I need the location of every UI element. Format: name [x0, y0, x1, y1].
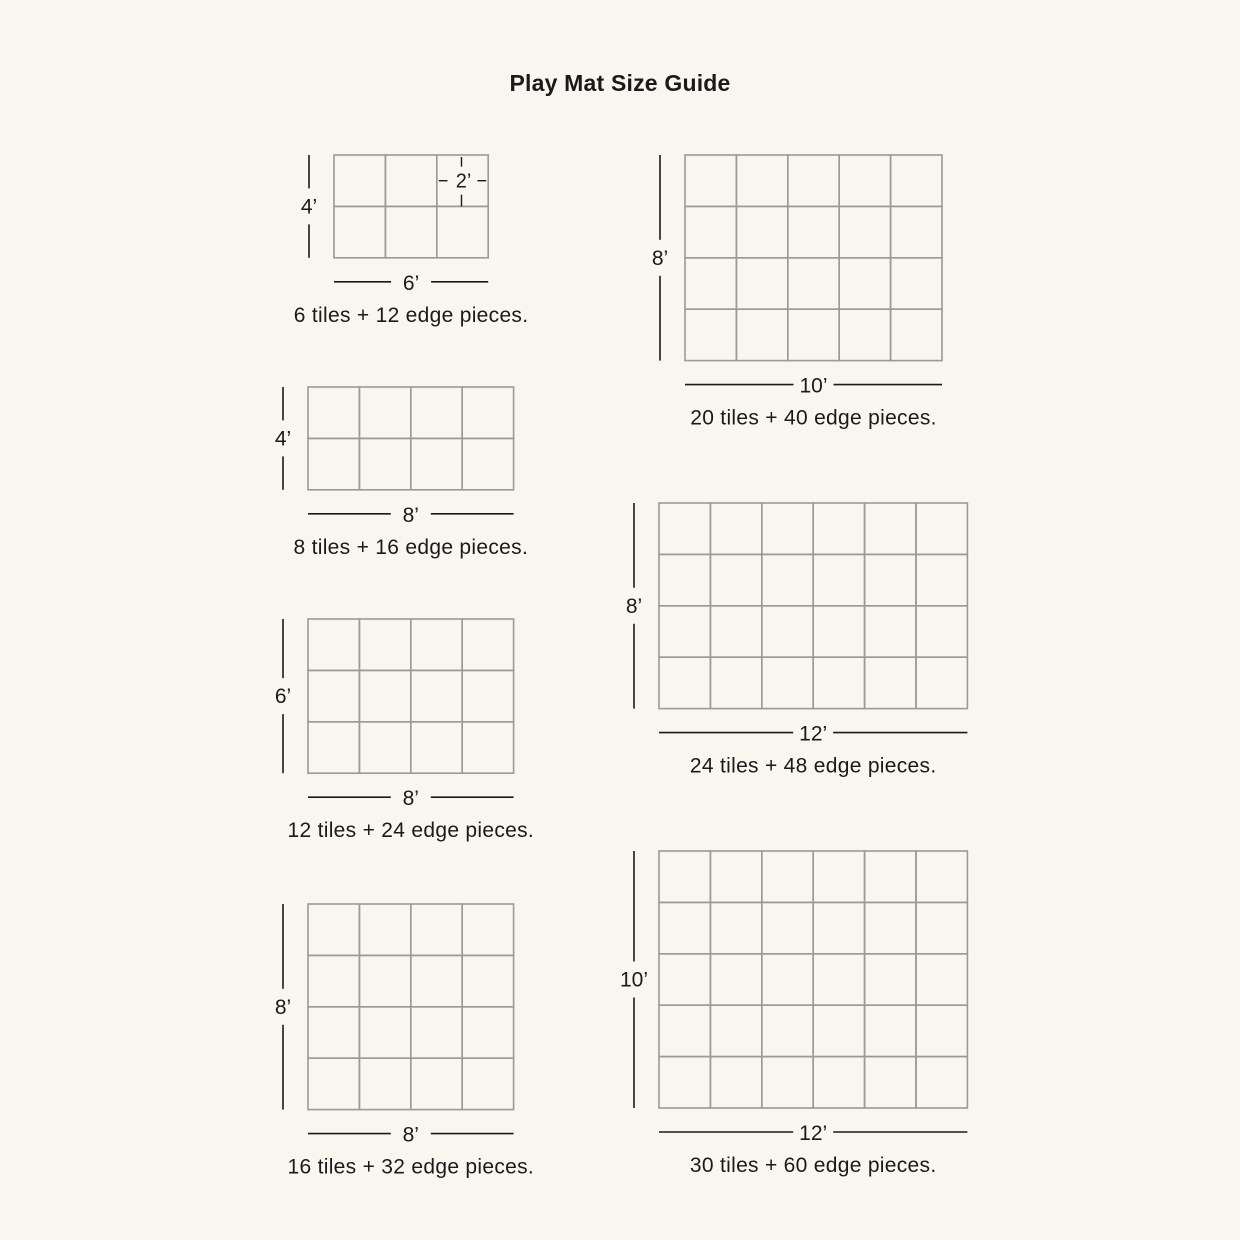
- tile: [865, 902, 916, 953]
- tile: [710, 554, 761, 605]
- tile: [762, 554, 813, 605]
- tile: [813, 902, 864, 953]
- tile: [308, 722, 359, 773]
- tile: [411, 1007, 462, 1058]
- tile: [891, 258, 942, 309]
- tile: [411, 670, 462, 721]
- tile: [762, 1057, 813, 1108]
- tile: [736, 155, 787, 206]
- tile: [359, 1007, 410, 1058]
- tile: [411, 955, 462, 1006]
- tile: [308, 387, 359, 438]
- tile: [916, 657, 967, 708]
- tile: [916, 554, 967, 605]
- tile: [891, 155, 942, 206]
- tile: [813, 1005, 864, 1056]
- mat-4x4: [275, 904, 534, 1179]
- tile: [411, 722, 462, 773]
- tile: [685, 258, 736, 309]
- width-label: 8’: [402, 503, 419, 527]
- tile: [865, 1057, 916, 1108]
- tile: [762, 657, 813, 708]
- tile: [788, 155, 839, 206]
- tile: [710, 1005, 761, 1056]
- tile: [865, 554, 916, 605]
- tile: [308, 438, 359, 489]
- tile: [359, 722, 410, 773]
- width-label: 12’: [799, 1122, 828, 1145]
- tile: [762, 851, 813, 902]
- tile: [385, 155, 436, 206]
- width-label: 10’: [799, 374, 828, 398]
- mat-4x2: [275, 387, 528, 559]
- mat-4x3: [275, 619, 534, 842]
- mat-caption: 20 tiles + 40 edge pieces.: [690, 406, 937, 430]
- tile: [710, 503, 761, 554]
- tile: [813, 1057, 864, 1108]
- tile: [710, 851, 761, 902]
- height-label: 10’: [619, 968, 649, 992]
- tile: [916, 851, 967, 902]
- tile: [308, 955, 359, 1006]
- tile: [762, 503, 813, 554]
- tile-size-label: 2’: [455, 170, 472, 193]
- tile: [839, 258, 890, 309]
- tile: [385, 206, 436, 257]
- tile: [334, 155, 385, 206]
- tile: [359, 387, 410, 438]
- mat-caption: 6 tiles + 12 edge pieces.: [293, 303, 529, 327]
- tile: [659, 657, 710, 708]
- tile: [813, 954, 864, 1005]
- height-label: 4’: [274, 427, 292, 451]
- tile: [462, 619, 513, 670]
- tile: [736, 206, 787, 257]
- tile: [916, 954, 967, 1005]
- tile: [462, 722, 513, 773]
- tile: [788, 206, 839, 257]
- tile: [916, 606, 967, 657]
- tile: [308, 904, 359, 955]
- width-label: 8’: [402, 1123, 419, 1147]
- tile: [839, 309, 890, 360]
- tile: [710, 902, 761, 953]
- height-label: 8’: [651, 246, 669, 270]
- tile: [462, 1007, 513, 1058]
- tile: [865, 503, 916, 554]
- tile: [308, 1007, 359, 1058]
- tile: [865, 606, 916, 657]
- tile: [916, 1005, 967, 1056]
- tile: [685, 309, 736, 360]
- tile: [865, 1005, 916, 1056]
- tile: [659, 503, 710, 554]
- mat-caption: 12 tiles + 24 edge pieces.: [287, 819, 535, 843]
- tile: [659, 1005, 710, 1056]
- tile: [839, 155, 890, 206]
- tile: [308, 670, 359, 721]
- tile: [813, 851, 864, 902]
- tile: [437, 206, 488, 257]
- tile: [462, 387, 513, 438]
- tile: [411, 619, 462, 670]
- tile: [462, 438, 513, 489]
- tile: [659, 902, 710, 953]
- tile: [762, 1005, 813, 1056]
- height-label: 8’: [274, 995, 292, 1019]
- height-label: 4’: [300, 195, 318, 219]
- tile: [813, 503, 864, 554]
- tile: [685, 206, 736, 257]
- mat-caption: 24 tiles + 48 edge pieces.: [689, 754, 937, 778]
- tile: [762, 902, 813, 953]
- tile-size-callout: [439, 157, 486, 206]
- tile: [891, 309, 942, 360]
- tile: [308, 1058, 359, 1109]
- page-title: Play Mat Size Guide: [509, 70, 731, 96]
- tile: [710, 657, 761, 708]
- height-label: 6’: [274, 685, 292, 709]
- width-label: 12’: [799, 722, 828, 746]
- tile: [865, 657, 916, 708]
- tile: [839, 206, 890, 257]
- tile: [788, 258, 839, 309]
- tile: [359, 670, 410, 721]
- mat-6x4: [626, 503, 968, 778]
- tile: [411, 387, 462, 438]
- tile: [736, 309, 787, 360]
- tile: [462, 670, 513, 721]
- tile: [813, 554, 864, 605]
- tile: [411, 904, 462, 955]
- tile: [762, 606, 813, 657]
- tile: [916, 902, 967, 953]
- tile: [359, 1058, 410, 1109]
- mat-6x5: [620, 851, 967, 1177]
- tile: [865, 851, 916, 902]
- tile: [462, 1058, 513, 1109]
- tile: [659, 1057, 710, 1108]
- tile: [359, 955, 410, 1006]
- tile: [685, 155, 736, 206]
- width-label: 8’: [402, 787, 419, 811]
- mat-5x4: [652, 155, 942, 430]
- tile: [710, 1057, 761, 1108]
- mat-caption: 16 tiles + 32 edge pieces.: [287, 1155, 535, 1179]
- mat-caption: 8 tiles + 16 edge pieces.: [293, 535, 529, 559]
- tile: [762, 954, 813, 1005]
- tile: [359, 619, 410, 670]
- width-label: 6’: [402, 271, 420, 295]
- tile: [359, 438, 410, 489]
- mat-caption: 30 tiles + 60 edge pieces.: [689, 1154, 937, 1177]
- tile: [659, 954, 710, 1005]
- tile: [916, 1057, 967, 1108]
- tile: [788, 309, 839, 360]
- tile: [359, 904, 410, 955]
- tile: [710, 606, 761, 657]
- height-label: 8’: [625, 594, 643, 618]
- tile: [308, 619, 359, 670]
- tile: [710, 954, 761, 1005]
- tile: [813, 657, 864, 708]
- tile: [659, 606, 710, 657]
- tile: [891, 206, 942, 257]
- tile: [659, 554, 710, 605]
- tile: [411, 438, 462, 489]
- tile: [659, 851, 710, 902]
- mat-3x2: [294, 155, 529, 327]
- tile: [462, 955, 513, 1006]
- tile: [334, 206, 385, 257]
- tile: [813, 606, 864, 657]
- tile: [865, 954, 916, 1005]
- tile: [916, 503, 967, 554]
- tile: [462, 904, 513, 955]
- tile: [411, 1058, 462, 1109]
- tile: [736, 258, 787, 309]
